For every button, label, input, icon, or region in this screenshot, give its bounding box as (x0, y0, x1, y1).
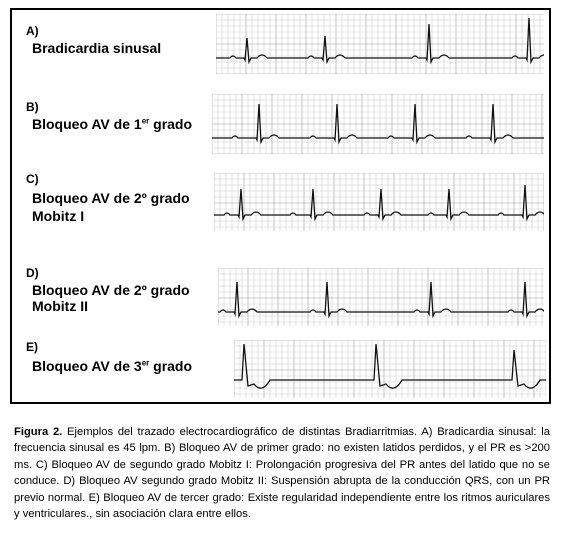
panel-e-letter: E) (26, 340, 38, 354)
ecg-grid (234, 340, 546, 398)
figure-frame (10, 8, 551, 404)
panel-d-title: Bloqueo AV de 2º grado (32, 282, 190, 298)
ecg-grid (216, 14, 544, 74)
caption-text: Ejemplos del trazado electrocardiográfico de distintas Bradiarritmias. A) Bradicardia sinusal: la frecuencia sinusal es 45 lpm. B) Bloqueo AV de primer grado: no existen latidos perdidos, y el PR es >200 ms. C) Bloqueo AV de segundo grado Mobitz I: Prolongación progresiva del PR antes del latido que no se conduce. D) Bloqueo AV segundo grado Mobitz II: Suspensión abrupta de la conducción QRS, con un PR previo normal. E) Bloqueo AV de tercer grado: Existe regularidad independiente entre los ritmos auriculares y ventriculares., sin asociación clara entre ellos. (14, 426, 550, 521)
panel-a-letter: A) (26, 24, 39, 38)
ecg-trace (216, 18, 544, 62)
panel-c-title: Bloqueo AV de 2º grado (32, 190, 190, 206)
panel-e-title: Bloqueo AV de 3er grado (32, 358, 193, 374)
panel-b-title: Bloqueo AV de 1er grado (32, 116, 193, 132)
ecg-grid (214, 173, 544, 231)
panel-d-letter: D) (26, 266, 39, 280)
ecg-strip-e (234, 340, 546, 398)
panel-c-letter: C) (26, 172, 39, 186)
panel-d-subtitle: Mobitz II (32, 298, 88, 314)
ecg-strip-c (214, 173, 544, 231)
panel-b-letter: B) (26, 100, 39, 114)
ecg-trace (218, 282, 544, 316)
panel-c-subtitle: Mobitz I (32, 208, 85, 224)
ecg-strip-a (216, 14, 544, 74)
ecg-trace (214, 185, 544, 219)
ecg-strip-d (218, 268, 544, 326)
caption-label: Figura 2. (14, 426, 63, 438)
panel-a-title: Bradicardia sinusal (32, 40, 162, 56)
ecg-strip-b (212, 94, 544, 154)
figure-caption (14, 424, 550, 522)
ecg-grid (218, 268, 544, 326)
